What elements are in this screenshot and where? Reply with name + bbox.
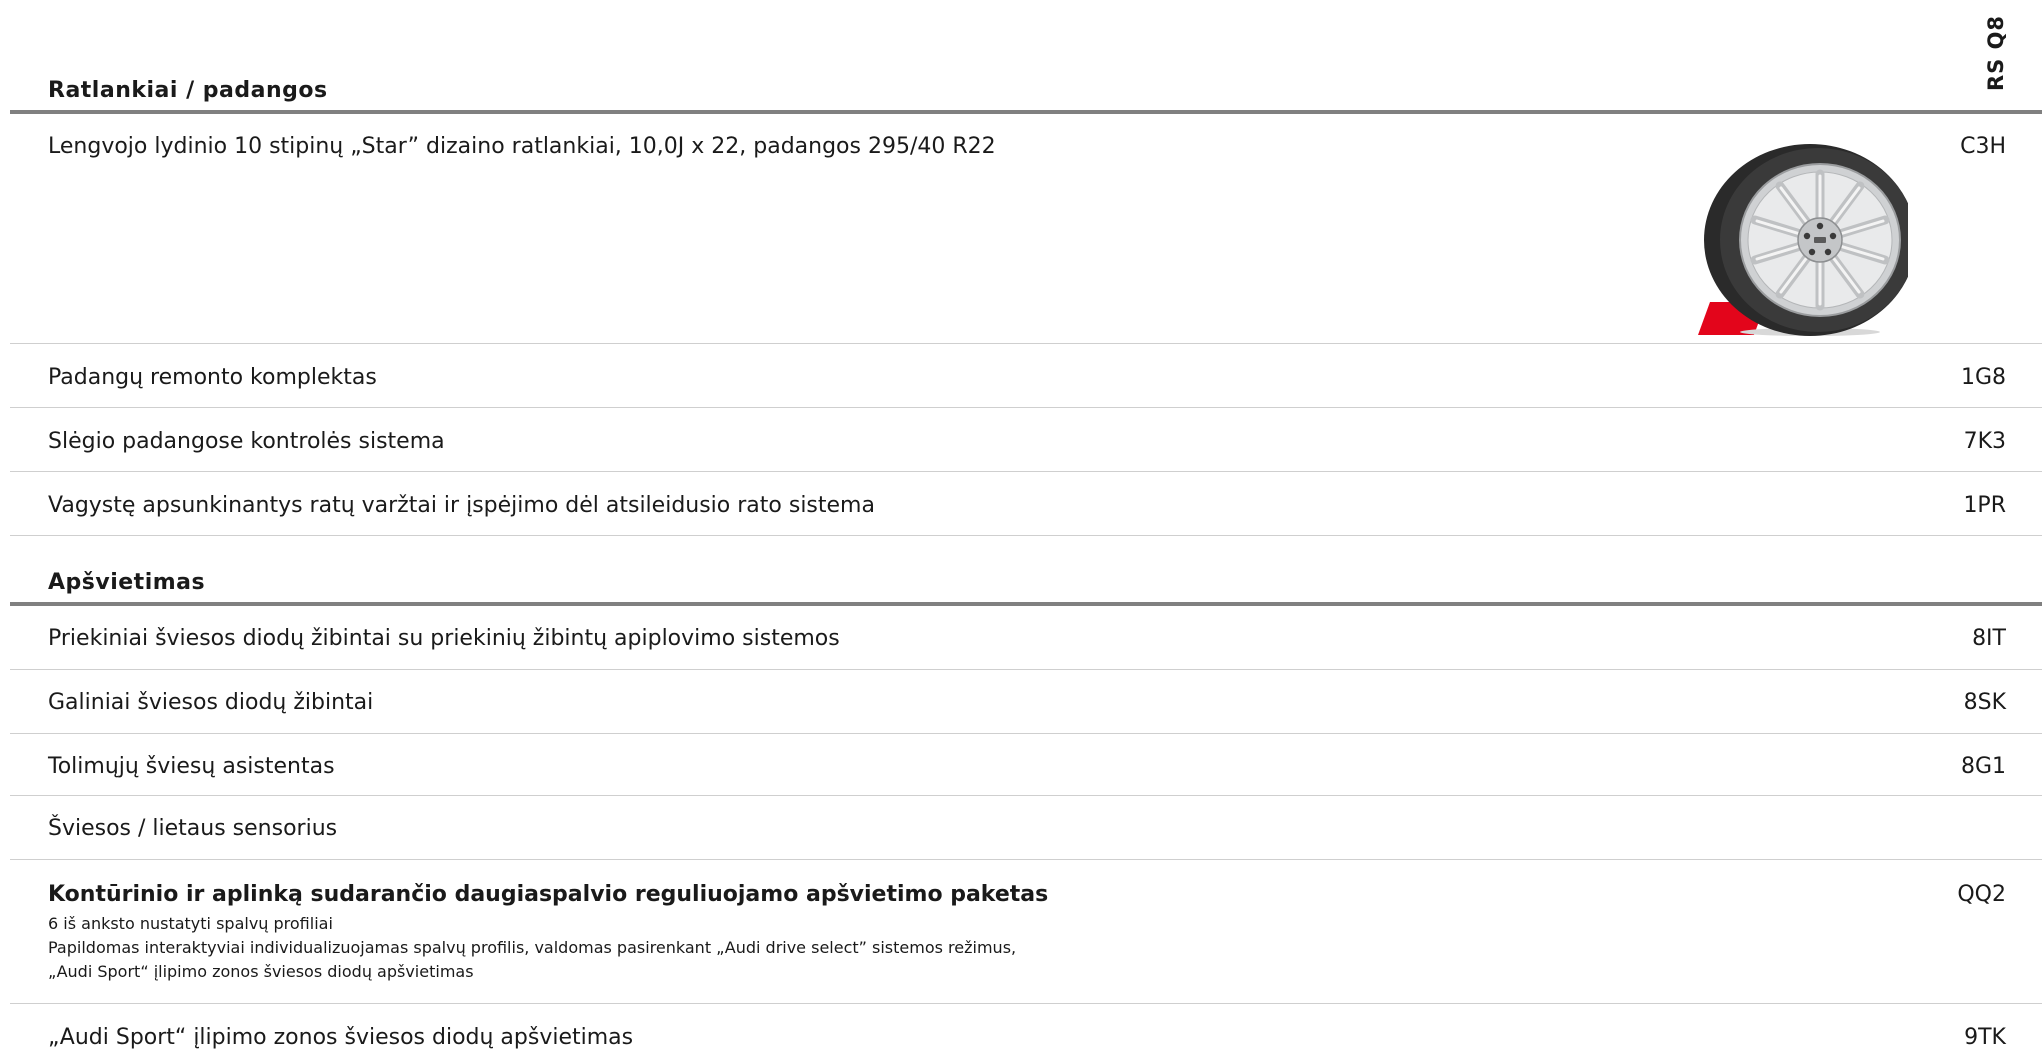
section-title-wheels: Ratlankiai / padangos	[48, 78, 328, 103]
model-column-header	[1976, 0, 2016, 106]
row-label: Slėgio padangose kontrolės sistema	[48, 429, 445, 454]
row-code: 8G1	[1960, 754, 2006, 779]
row-code: 9TK	[1964, 1025, 2006, 1050]
table-row	[10, 472, 2042, 536]
table-row	[10, 408, 2042, 472]
row-code: 1G8	[1960, 365, 2006, 390]
row-label: Priekiniai šviesos diodų žibintai su priekinių žibintų apiplovimo sistemos	[48, 626, 840, 651]
model-label: RS Q8	[1984, 14, 2009, 92]
row-label: Padangų remonto komplektas	[48, 365, 377, 390]
row-detail: „Audi Sport“ įlipimo zonos šviesos diodų apšvietimas	[48, 962, 474, 981]
row-detail: 6 iš anksto nustatyti spalvų profiliai	[48, 914, 333, 933]
row-label: Galiniai šviesos diodų žibintai	[48, 690, 374, 715]
wheel-image	[1688, 140, 1908, 340]
row-code: 1PR	[1963, 493, 2006, 518]
table-row	[10, 344, 2042, 408]
row-detail: Papildomas interaktyviai individualizuojamas spalvų profilis, valdomas pasirenkant „Audi drive select” sistemos režimus,	[48, 938, 1017, 957]
row-code: 8SK	[1963, 690, 2006, 715]
row-label: Tolimųjų šviesų asistentas	[48, 754, 335, 779]
table-row	[10, 1004, 2042, 1062]
row-label: Vagystę apsunkinantys ratų varžtai ir įspėjimo dėl atsileidusio rato sistema	[48, 493, 875, 518]
section-title-lighting: Apšvietimas	[48, 570, 206, 595]
row-code: 7K3	[1963, 429, 2006, 454]
row-label: Lengvojo lydinio 10 stipinų „Star” dizaino ratlankiai, 10,0J x 22, padangos 295/40 R22	[48, 134, 996, 159]
table-row	[10, 670, 2042, 734]
row-label: Šviesos / lietaus sensorius	[48, 816, 338, 841]
table-row	[10, 734, 2042, 796]
row-code: 8IT	[1972, 626, 2006, 651]
row-label: „Audi Sport“ įlipimo zonos šviesos diodų apšvietimas	[48, 1025, 634, 1050]
table-row	[10, 796, 2042, 860]
row-code: QQ2	[1957, 882, 2006, 907]
row-label: Kontūrinio ir aplinką sudarančio daugiaspalvio reguliuojamo apšvietimo paketas	[48, 882, 1049, 907]
table-row	[10, 606, 2042, 670]
table-row	[10, 860, 2042, 1004]
row-code: C3H	[1960, 134, 2006, 159]
